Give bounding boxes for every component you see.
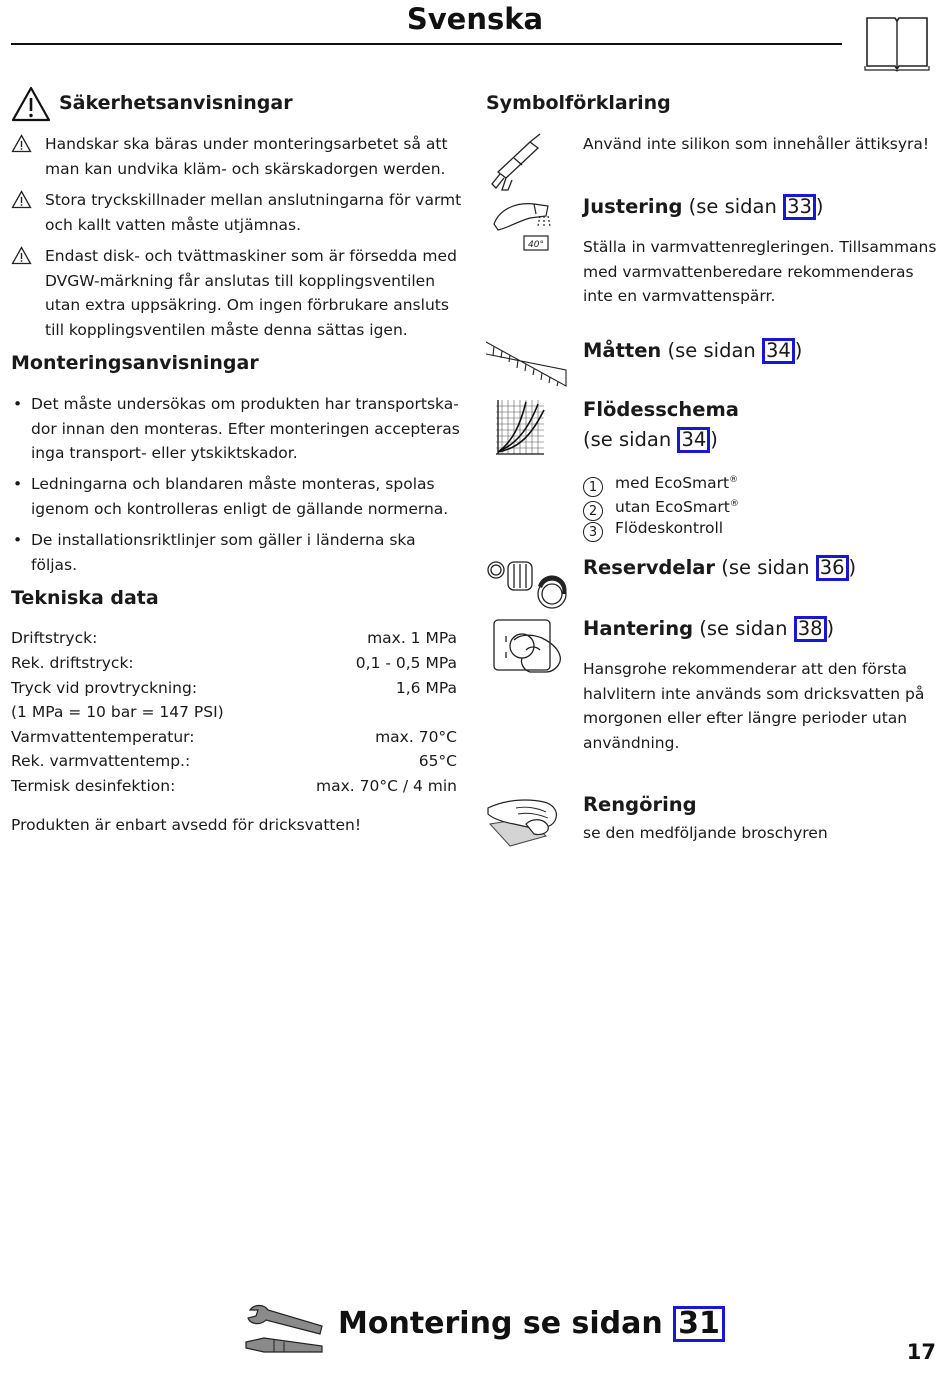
justering-text: Ställa in varmvattenregleringen. Tillsammans med varmvattenberedare rekommenderas inte en varmvattenspärr. [583, 238, 937, 306]
thermostat-adjust-icon [486, 194, 556, 254]
reserv-heading: Reservdelar (se sidan 36 ) [583, 556, 857, 579]
mounting-item: • Det måste undersökas om produkten har transportska- dor innan den monteras. Efter monteringen accepteras inga transport- eller ytskiktskador. [13, 395, 460, 463]
page-link-33[interactable]: 33 [783, 194, 816, 220]
book-icon [864, 16, 930, 72]
mounting-heading: Monteringsanvisningar [11, 352, 259, 374]
page-link-31[interactable]: 31 [673, 1306, 725, 1342]
safety-item: Stora tryckskillnader mellan anslutningarna för varmt och kallt vatten måste utjämnas. [11, 188, 471, 237]
flode-item: 2 utan EcoSmart® [583, 492, 739, 521]
tech-note: Produkten är enbart avsedd för dricksvatten! [11, 816, 362, 834]
rengoring-heading: Rengöring [583, 793, 697, 816]
header-rule [11, 43, 842, 45]
mounting-item: • Ledningarna och blandaren måste monteras, spolas igenom och kontrolleras enligt de gällande normerna. [13, 475, 449, 518]
page-number: 17 [906, 1340, 936, 1364]
handle-operation-icon [486, 616, 566, 676]
flode-ref: (se sidan 34 ) [583, 428, 718, 451]
flode-item: 3 Flödeskontroll [583, 516, 723, 542]
tools-icon [244, 1302, 326, 1356]
spare-parts-icon [486, 556, 570, 612]
safety-heading: Säkerhetsanvisningar [59, 92, 293, 114]
mounting-item: • De installationsriktlinjer som gäller i länderna ska följas. [13, 531, 416, 574]
page-link-34[interactable]: 34 [762, 338, 795, 364]
hantering-heading: Hantering (se sidan 38 ) [583, 617, 835, 640]
spec-row: Rek. varmvattentemp.: 65°C [11, 752, 457, 770]
flode-heading: Flödesschema [583, 398, 739, 421]
ruler-icon [486, 340, 570, 390]
safety-item: Handskar ska bäras under monteringsarbetet så att man kan undvika kläm- och skärskadorgen werden. [11, 132, 471, 181]
warning-icon [11, 86, 51, 122]
warning-icon [11, 134, 32, 153]
justering-heading: Justering (se sidan 33 ) [583, 195, 824, 218]
flode-item: 1 med EcoSmart® [583, 468, 738, 497]
spec-row: Rek. driftstryck: 0,1 - 0,5 MPa [11, 654, 457, 672]
symbols-heading: Symbolförklaring [486, 92, 671, 114]
spec-row: Driftstryck: max. 1 MPa [11, 629, 457, 647]
cleaning-hand-icon [486, 794, 576, 850]
spec-row: Termisk desinfektion: max. 70°C / 4 min [11, 777, 457, 795]
spec-row: (1 MPa = 10 bar = 147 PSI) [11, 703, 224, 721]
silicone-gun-icon [486, 132, 546, 192]
flow-chart-icon [486, 400, 546, 456]
page-title: Svenska [406, 2, 544, 36]
thermo-display: 40° [528, 240, 544, 250]
spec-row: Tryck vid provtryckning: 1,6 MPa [11, 679, 457, 697]
hantering-text: Hansgrohe rekommenderar att den första halvlitern inte används som dricksvatten på morgonen eller efter längre perioder utan användning. [583, 660, 925, 752]
matten-heading: Måtten (se sidan 34 ) [583, 339, 803, 362]
page-link-36[interactable]: 36 [816, 555, 849, 581]
page-link-38[interactable]: 38 [794, 616, 827, 642]
warning-icon [11, 190, 32, 209]
spec-row: Varmvattentemperatur: max. 70°C [11, 728, 457, 746]
page-link-34b[interactable]: 34 [677, 427, 710, 453]
safety-item: Endast disk- och tvättmaskiner som är försedda med DVGW-märkning får anslutas till kopplingsventilen utan extra uppsäkring. Om ingen förbrukare ansluts till kopplingsventilen måste denna sättas igen. [11, 244, 471, 342]
rengoring-text: se den medföljande broschyren [583, 824, 828, 842]
warning-icon [11, 246, 32, 265]
footer-mounting-ref: Montering se sidan 31 [338, 1306, 725, 1342]
silicone-text: Använd inte silikon som innehåller ättiksyra! [583, 135, 930, 153]
tech-heading: Tekniska data [11, 587, 159, 609]
